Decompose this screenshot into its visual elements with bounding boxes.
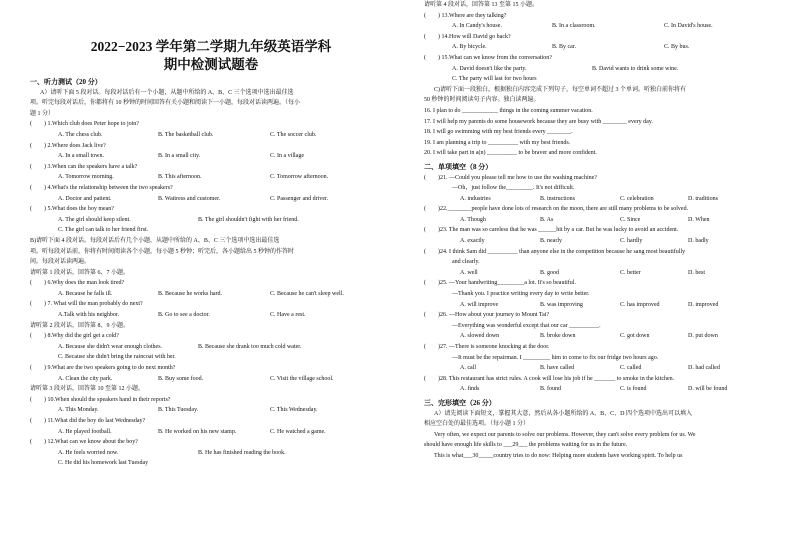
section-heading: 三、完形填空（26 分）: [424, 398, 496, 407]
options-row: [30, 172, 392, 183]
option-c: C. got down: [620, 333, 650, 340]
option-c: C. Tomorrow afternoon.: [270, 174, 329, 181]
option-d: D. improved: [688, 301, 719, 308]
option-b: B. David wants to drink some wine.: [592, 65, 679, 72]
option-a: A.Talk with his neighbor.: [58, 312, 120, 319]
option-a: A. He played football.: [58, 428, 112, 435]
options-row: [424, 64, 770, 75]
option-a: A. will improve: [460, 301, 499, 308]
text-line: should have enough life skills to ___29___ the problems waiting for us in the future.: [424, 442, 628, 449]
option-d: D. When: [688, 216, 710, 223]
text-line: Very often, we expect our parents to solve our problems. However, they can't solve every problem for us. We: [434, 431, 696, 438]
question-stem: ( ) 13.Where are they talking?: [424, 12, 507, 19]
option-b: B. In a classroom.: [552, 23, 596, 30]
option-a: A. The chess club.: [58, 131, 103, 138]
option-b: B. Waitress and customer.: [158, 195, 221, 202]
options-row: [30, 310, 392, 321]
question-stem: ( ) 9.What are the two speakers going to do next month?: [30, 365, 176, 372]
option-c: C. He watched a game.: [270, 428, 326, 435]
options-row: [424, 21, 770, 32]
section-heading: 一、听力测试（20 分）: [30, 78, 102, 86]
question-stem: ( ) 3.When can the speakers have a talk?: [30, 163, 138, 170]
option-b: B. found: [540, 386, 561, 393]
option-b: B. Go to see a doctor.: [158, 312, 210, 319]
option-c: C. is found: [620, 386, 647, 393]
option-c: C. hardly: [620, 238, 643, 245]
question-stem: ( ) 12.What can we know about the boy?: [30, 439, 138, 446]
options-row: [30, 427, 392, 438]
option-b: B. He has finished reading the book.: [198, 449, 286, 456]
text-line: 请听第 2 段对话，回答第 8、9 小题。: [30, 322, 130, 329]
question-stem: ( )24. I think Sam did __________ than anyone else in the competition because he sang most beautifully: [424, 248, 686, 255]
text-line: 16. I plan to do ____________ things in the coming summer vacation.: [424, 107, 593, 114]
indented-line: C. The girl can talk to her friend first.: [58, 227, 149, 234]
option-a: A. industries: [460, 195, 491, 202]
option-a: A. He feels worried now.: [58, 449, 119, 456]
option-d: D. badly: [688, 238, 709, 245]
option-b: B. nearly: [540, 238, 562, 245]
question-stem: ( )26. —How about your journey to Mount Tai?: [424, 312, 550, 319]
option-c: C. better: [620, 269, 641, 276]
text-line: 相应空白处的最佳选项。（每小题 1 分）: [424, 421, 530, 428]
option-a: A. well: [460, 269, 478, 276]
option-d: D. best: [688, 269, 705, 276]
options-row: [30, 289, 392, 300]
question-stem: ( )27. —There is someone knocking at the door.: [424, 344, 550, 350]
indented-line: C. The party will last for two hours: [452, 76, 537, 83]
option-a: A. By bicycle.: [452, 44, 487, 51]
option-c: C. In a village: [270, 153, 304, 160]
question-stem: ( ) 4.What's the relationship between the two speakers?: [30, 184, 173, 191]
option-b: B. instructions: [540, 195, 576, 202]
option-c: C. called: [620, 365, 642, 372]
question-stem: ( ) 5.What does the boy mean?: [30, 206, 114, 213]
option-b: B. The girl shouldn't fight with her friend.: [198, 216, 299, 223]
indented-line: —Thank you. I practice writing every day to write better.: [452, 291, 590, 298]
option-b: B. He worked on his new stamp.: [158, 428, 237, 435]
options-row: [424, 363, 770, 374]
options-row: [30, 151, 392, 162]
text-line: B)请听下面 4 段对话。每段对话后有几个小题，从题中所给的 A、B、C 三个选项中选出最佳选: [30, 237, 280, 244]
option-a: A. Because she didn't wear enough clothes.: [58, 343, 163, 350]
text-line: 17. I will help my parents do some housework because they are busy with ________ every day.: [424, 118, 653, 125]
options-row: [30, 448, 392, 459]
option-a: A. exactly: [460, 238, 485, 245]
text-line: 项。听完每段对话后，你都将有 10 秒钟的时间回答有关小题和阅读下一小题，每段对话读两遍。（每小: [30, 100, 301, 107]
option-b: B. The basketball club.: [158, 131, 214, 138]
text-line: 间。每段对话读两遍。: [30, 259, 91, 266]
option-b: B. Because he works hard.: [158, 290, 222, 297]
text-line: 50 秒钟的时间阅读句子内容。独白读两遍。: [424, 97, 540, 104]
option-b: B. As: [540, 216, 554, 223]
text-line: A）请先阅读下面短文，掌握其大意，然后从各小题所给的 A、B、C、D 四个选项中选出可以填入: [434, 410, 693, 417]
options-row: [424, 42, 770, 53]
option-d: D. will be found: [688, 386, 728, 393]
options-row: [424, 194, 770, 205]
indented-line: —Oh，just follow the_________. It's not difficult.: [452, 185, 575, 192]
text-line: 20. I will take part in a(n) __________ to be braver and more confident.: [424, 150, 597, 157]
option-c: C. Because he can't sleep well.: [270, 290, 344, 297]
text-line: A）请听下面 5 段对话。每段对话后有一个小题，从题中所给的 A、B、C 三个选项中选出最佳选: [40, 89, 294, 96]
options-row: [424, 384, 770, 395]
question-stem: ( )25. —Your handwriting_________a lot. It's so beautiful.: [424, 280, 576, 287]
text-line: 19. I am planning a trip to __________ with my best friends.: [424, 139, 571, 146]
text-line: 项。听每段对话前，你将有时间阅读各个小题，每小题 5 秒钟；听完后，各小题给出 5 秒钟的作答时: [30, 248, 295, 255]
option-c: C. Visit the village school.: [270, 375, 334, 382]
option-a: A. finds: [460, 386, 480, 393]
text-line: 18. I will go swimming with my best friends every ________.: [424, 129, 573, 136]
options-row: [424, 236, 770, 247]
question-stem: ( ) 8.Why did the girl get a cold?: [30, 333, 119, 340]
option-c: C. celebration: [620, 195, 654, 202]
option-a: A. This Monday.: [58, 407, 99, 414]
question-stem: ( ) 6.Why does the man look tired?: [30, 280, 125, 287]
text-line: 题 1 分）: [30, 110, 55, 117]
option-a: A. Tomorrow morning.: [58, 174, 114, 181]
option-d: D. traditions: [688, 195, 718, 202]
option-c: C. Have a rest.: [270, 312, 306, 319]
option-b: B. This Tuesday.: [158, 407, 199, 414]
option-a: A. Though: [460, 216, 486, 223]
option-d: D. put down: [688, 333, 718, 340]
options-row: [30, 374, 392, 385]
option-a: A. David doesn't like the party.: [452, 65, 527, 72]
option-c: C. Since: [620, 216, 641, 223]
option-b: B. By car.: [552, 44, 576, 51]
options-row: [424, 300, 770, 311]
options-row: [30, 342, 392, 353]
options-row: [424, 331, 770, 342]
text-line: This is what___30_____country tries to do now: Helping more students have working spirit. To help us: [434, 452, 683, 459]
text-line: 请听第 4 段对话，回答第 13 至第 15 小题。: [424, 2, 539, 8]
options-row: [424, 268, 770, 279]
left-column: [30, 0, 392, 550]
option-a: A. In a small town.: [58, 153, 104, 160]
option-b: B. Buy some food.: [158, 375, 204, 382]
indented-line: —Everything was wonderful except that our car __________.: [452, 322, 601, 329]
question-stem: ( ) 10.When should the speakers hand in their reports?: [30, 396, 171, 403]
options-row: [30, 215, 392, 226]
option-b: B. have called: [540, 365, 575, 372]
question-stem: ( ) 11.What did the boy do last Wednesday?: [30, 418, 146, 424]
option-a: A. Clean the city park.: [58, 375, 113, 382]
question-stem: ( ) 1.Which club does Peter hope to join?: [30, 121, 139, 128]
option-c: C. The soccer club.: [270, 131, 317, 138]
question-stem: ( ) 2.Where does Jack live?: [30, 142, 106, 149]
options-row: [30, 130, 392, 141]
option-a: A. call: [460, 365, 476, 372]
options-row: [30, 405, 392, 416]
options-row: [424, 215, 770, 226]
option-c: C. In David's house.: [664, 23, 713, 30]
option-b: B. good: [540, 269, 560, 276]
option-c: C. has improved: [620, 301, 660, 308]
options-row: [30, 194, 392, 205]
option-a: A. Doctor and patient.: [58, 195, 112, 202]
indented-line: C. Because she didn't bring the raincoat with her.: [58, 354, 176, 361]
option-b: B. was improving: [540, 301, 583, 308]
indented-line: —It must be the repairman. I _________ him to come to fix our fridge two hours ago.: [452, 354, 659, 361]
option-a: A. The girl should keep silent.: [58, 216, 131, 223]
question-stem: ( )21. —Could you please tell me how to use the washing machine?: [424, 174, 597, 181]
section-heading: 二、单项填空（8 分）: [424, 162, 493, 171]
option-b: B. broke down: [540, 333, 576, 340]
question-stem: ( ) 15.What can we know from the conversation?: [424, 54, 552, 61]
question-stem: ( ) 7. What will the man probably do next?: [30, 301, 143, 308]
indented-line: and clearly.: [452, 259, 480, 266]
option-a: A. slowed down: [460, 333, 500, 340]
question-stem: ( ) 14.How will David go back?: [424, 33, 511, 40]
option-b: B. In a small city.: [158, 153, 201, 160]
text-line: 请听第 1 段对话，回答第 6、7 小题。: [30, 269, 130, 276]
option-a: A. In Candy's house.: [452, 23, 502, 30]
option-c: C. Passenger and driver.: [270, 195, 329, 202]
text-line: C)请听下面一段独白，根据独白内容完成下列句子，每空单词不超过 3 个单词。听独白前你将有: [434, 86, 687, 93]
option-d: D. had called: [688, 365, 720, 372]
indented-line: C. He did his homework last Tuesday: [58, 460, 149, 467]
question-stem: ( )22.________people have done lots of research on the moon, there are still many problems to be solved.: [424, 206, 689, 213]
option-a: A. Because he falls ill.: [58, 290, 113, 297]
exam-title: 2022−2023 学年第二学期九年级英语学科: [90, 39, 332, 54]
option-c: C. This Wednesday.: [270, 407, 318, 414]
option-b: B. This afternoon.: [158, 174, 202, 181]
question-stem: ( )28. This restaurant has strict rules. A cook will lose his job if he _______ to smoke in the kitchen.: [424, 375, 675, 382]
option-c: C. By bus.: [664, 44, 690, 51]
right-column: [424, 0, 770, 550]
option-b: B. Because she drank too much cold water.: [198, 343, 302, 350]
text-line: 请听第 3 段对话，回答第 10 至第 12 小题。: [30, 386, 145, 393]
exam-subtitle: 期中检测试题卷: [163, 57, 259, 72]
question-stem: ( )23. The man was so careless that he was ______hit by a car. But he was lucky to avoid an accident.: [424, 227, 679, 234]
